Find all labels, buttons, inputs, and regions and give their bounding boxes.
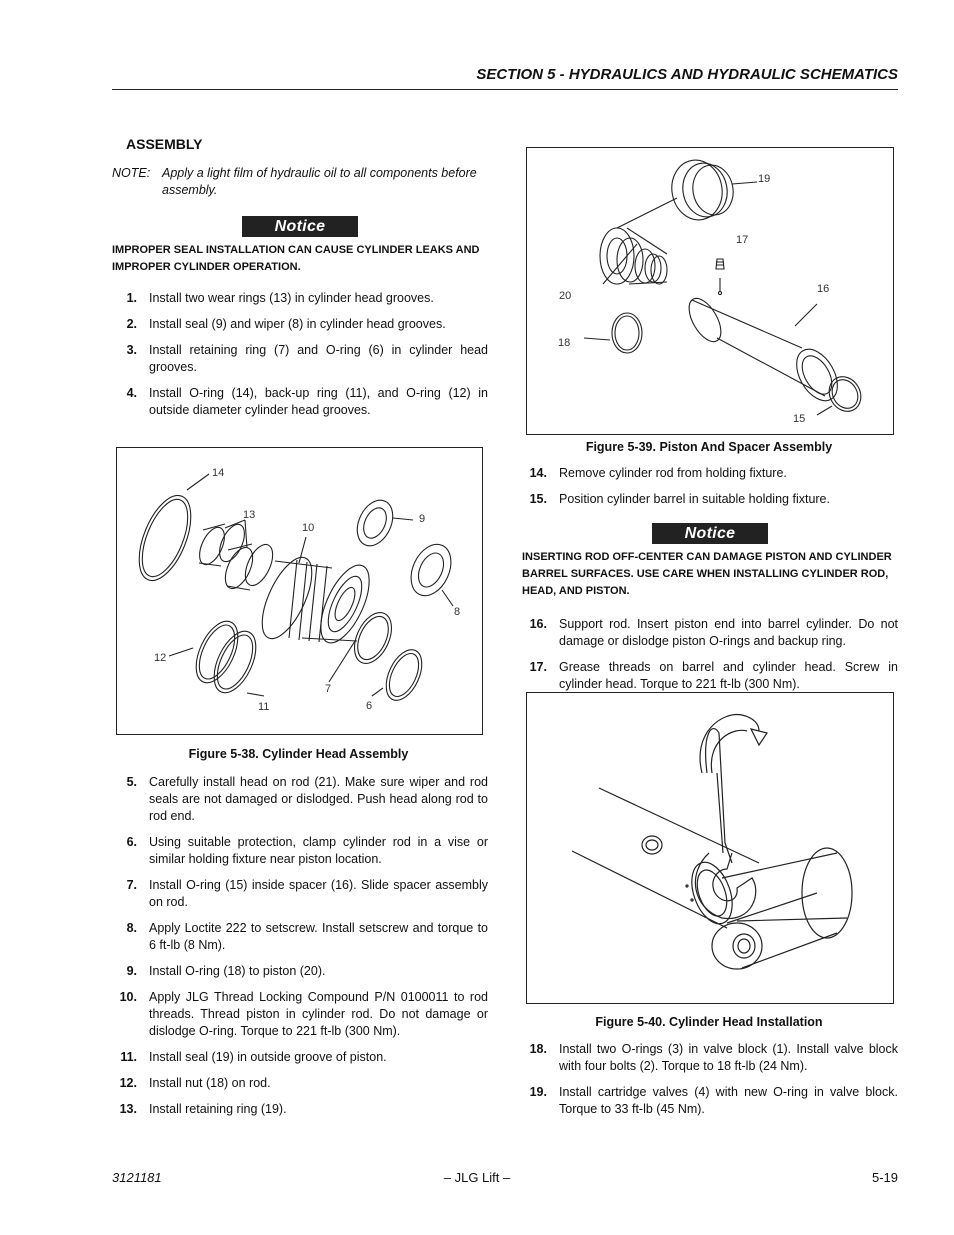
doc-number: 3121181 [112,1170,162,1185]
note-text: Apply a light film of hydraulic oil to all components before assembly. [162,166,477,197]
figure-5-39-caption: Figure 5-39. Piston And Spacer Assembly [585,440,833,454]
notice-badge: Notice [652,523,768,544]
cylinder-head-assembly-illustration [117,448,482,734]
callout-7: 7 [325,683,332,695]
list-item: 14. Remove cylinder rod from holding fixture. [529,466,787,480]
list-item: 6. Using suitable protection, clamp cylinder rod in a vise or similar holding fixture near piston location. [126,835,488,866]
callout-6: 6 [366,700,373,712]
notice-block-1 [112,216,488,276]
notice-text: INSERTING ROD OFF-CENTER CAN DAMAGE PISTON AND CYLINDER BARREL SURFACES. USE CARE WHEN INSTALLING CYLINDER ROD, HEAD, AND PISTON. [522,551,892,597]
callout-19: 19 [758,173,771,185]
list-item: 17. Grease threads on barrel and cylinder head. Screw in cylinder head. Torque to 221 ft-lb (300 Nm). [529,660,898,691]
notice-text: IMPROPER SEAL INSTALLATION CAN CAUSE CYLINDER LEAKS AND IMPROPER CYLINDER OPERATION. [112,244,480,273]
figure-5-40 [526,692,894,1004]
callout-20: 20 [559,290,572,302]
left-column-top [112,136,488,428]
list-item: 3. Install retaining ring (7) and O-ring (6) in cylinder head grooves. [126,343,488,374]
list-item: 15. Position cylinder barrel in suitable holding fixture. [529,492,830,506]
list-item: 2. Install seal (9) and wiper (8) in cylinder head grooves. [126,317,446,331]
figure-5-39 [526,147,894,435]
list-item: 9. Install O-ring (18) to piston (20). [126,964,326,978]
steps-list-c [522,616,898,693]
callout-14: 14 [212,467,225,479]
callout-11: 11 [258,701,270,713]
list-item: 8. Apply Loctite 222 to setscrew. Install setscrew and torque to 6 ft-lb (8 Nm). [126,921,488,952]
notice-badge: Notice [242,216,358,237]
figure-5-40-caption: Figure 5-40. Cylinder Head Installation [595,1015,823,1029]
list-item: 1. Install two wear rings (13) in cylinder head grooves. [126,291,434,305]
figure-5-38 [116,447,483,735]
list-item: 10. Apply JLG Thread Locking Compound P/N 0100011 to rod threads. Thread piston in cylinder rod. Do not damage or dislodge O-ring. Torque to 221 ft-lb (300 Nm). [119,990,488,1038]
callout-12: 12 [154,652,167,664]
footer-center: – JLG Lift – [443,1170,511,1185]
callout-13: 13 [243,509,256,521]
steps-list-d [522,1041,898,1127]
piston-spacer-assembly-illustration [527,148,893,434]
callout-10: 10 [302,522,315,534]
callout-16: 16 [817,283,830,295]
callout-15: 15 [793,413,806,425]
callout-9: 9 [419,513,426,525]
list-item: 12. Install nut (18) on rod. [119,1076,271,1090]
assembly-heading: ASSEMBLY [126,136,203,152]
list-item: 13. Install retaining ring (19). [119,1102,287,1116]
list-item: 18. Install two O-rings (3) in valve block (1). Install valve block with four bolts (2). Torque to 18 ft-lb (24 Nm). [529,1042,898,1073]
page-number: 5-19 [871,1170,898,1185]
section-title: SECTION 5 - HYDRAULICS AND HYDRAULIC SCHEMATICS [476,66,898,83]
callout-17: 17 [736,234,749,246]
list-item: 11. Install seal (19) in outside groove of piston. [120,1050,387,1064]
list-item: 4. Install O-ring (14), back-up ring (11), and O-ring (12) in outside diameter cylinder head grooves. [126,386,488,417]
list-item: 5. Carefully install head on rod (21). Make sure wiper and rod seals are not damaged or dislodged. Push head along rod to rod end. [126,775,488,823]
callout-8: 8 [454,606,461,618]
header-divider [112,89,898,90]
list-item: 19. Install cartridge valves (4) with new O-ring in valve block. Torque to 33 ft-lb (45 Nm). [529,1085,898,1116]
list-item: 7. Install O-ring (15) inside spacer (16). Slide spacer assembly on rod. [126,878,488,909]
list-item: 16. Support rod. Insert piston end into barrel cylinder. Do not damage or dislodge piston O-rings and backup ring. [529,617,898,648]
note [112,165,488,199]
steps-list-b [112,774,488,1127]
steps-list-a [112,290,488,419]
notice-block-2 [522,523,898,600]
note-label: NOTE: [112,166,151,180]
callout-18: 18 [558,337,571,349]
cylinder-head-installation-illustration [527,693,893,1003]
figure-5-38-caption: Figure 5-38. Cylinder Head Assembly [188,747,409,761]
right-column-middle [522,465,898,702]
